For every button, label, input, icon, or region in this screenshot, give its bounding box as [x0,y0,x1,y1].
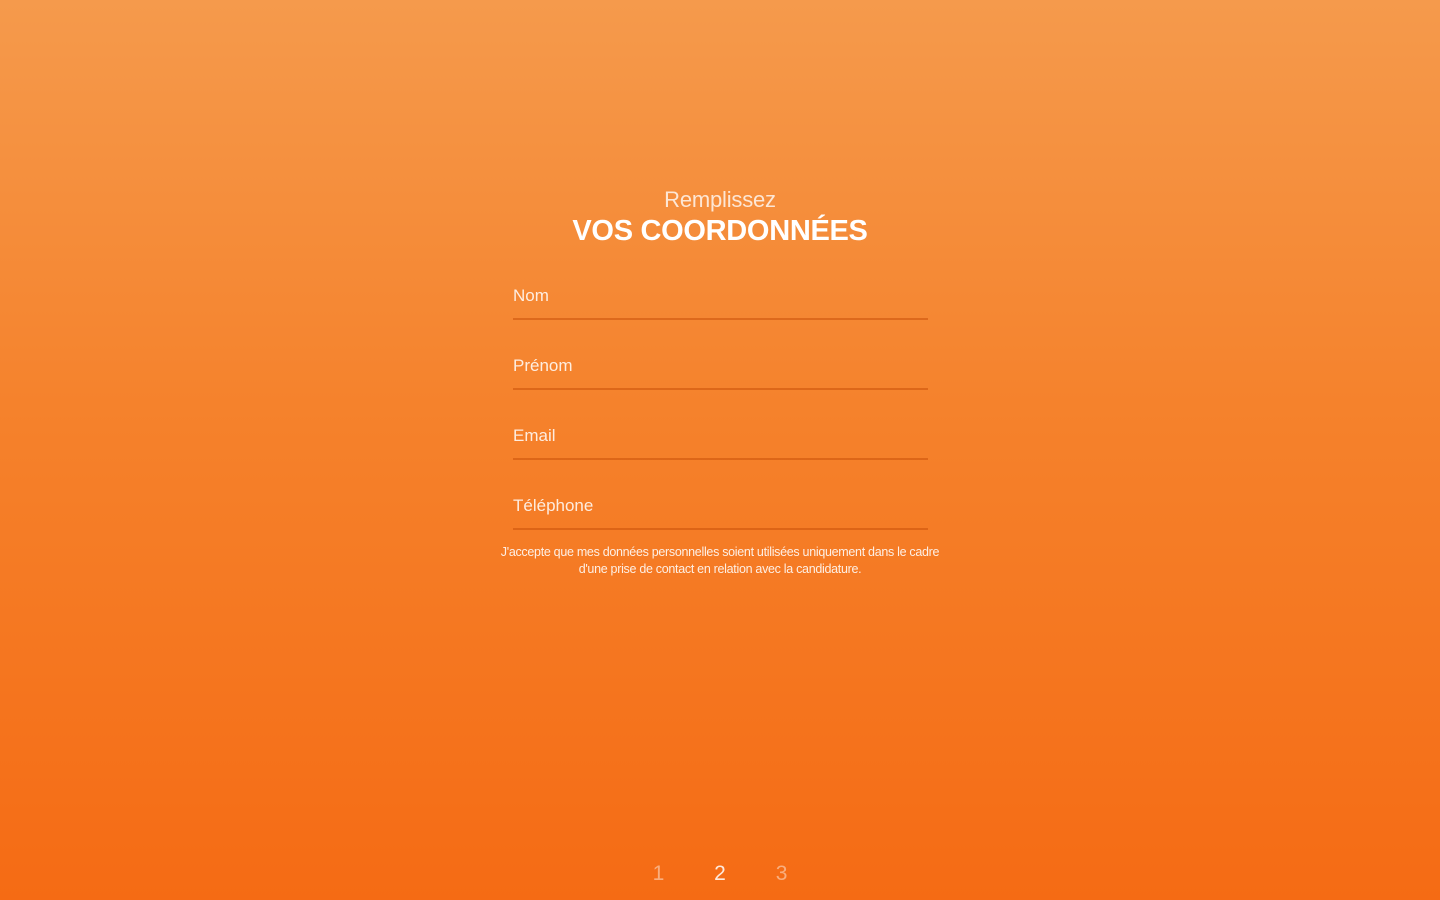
telephone-input[interactable] [513,496,928,516]
page-subtitle: Remplissez [664,187,776,212]
nom-field-wrapper [513,268,928,320]
consent-text: J'accepte que mes données personnelles soient utilisées uniquement dans le cadre d'une prise de contact en relation avec la candidature. [500,545,940,576]
telephone-field-wrapper [513,478,928,530]
step-pager [0,862,1440,886]
page-title: VOS COORDONNÉES [572,215,868,247]
contact-form [513,268,928,548]
prenom-field-wrapper [513,338,928,390]
page-heading [0,186,1440,248]
email-input[interactable] [513,426,928,446]
step-1-link[interactable]: 1 [652,862,665,885]
prenom-input[interactable] [513,356,928,376]
step-3-link[interactable]: 3 [775,862,788,885]
email-field-wrapper [513,408,928,460]
nom-input[interactable] [513,286,928,306]
step-2-link[interactable]: 2 [714,862,726,885]
